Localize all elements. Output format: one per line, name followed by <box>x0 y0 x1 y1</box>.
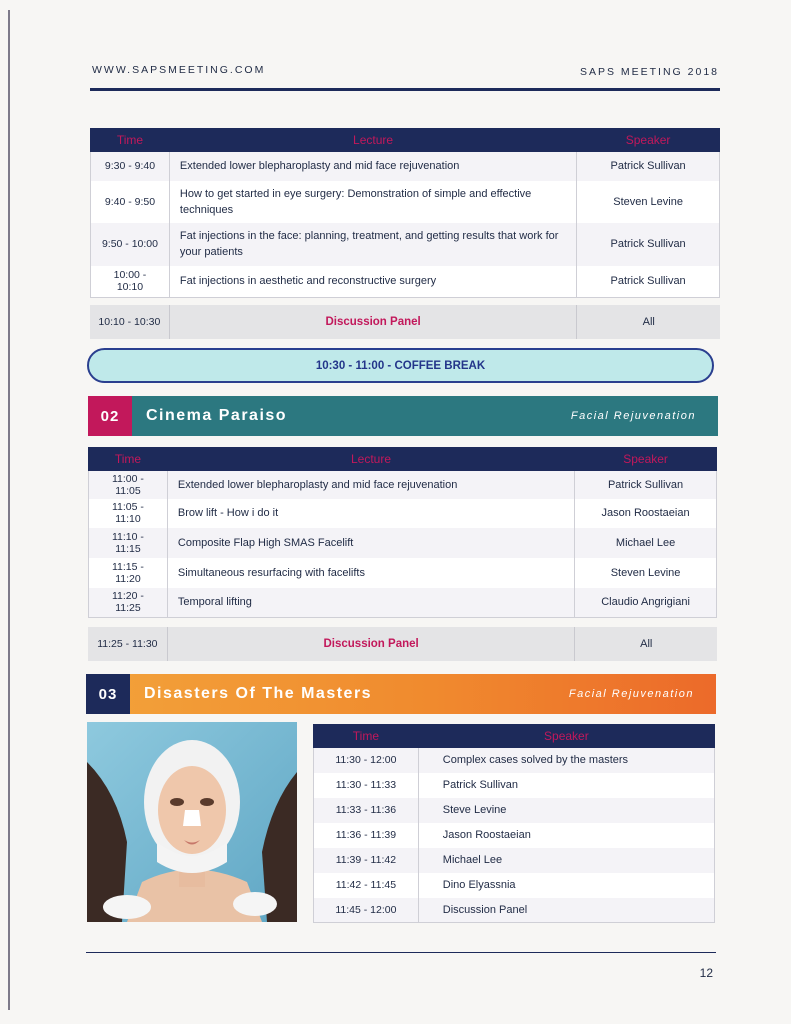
schedule-table-3 <box>313 724 715 923</box>
row-time: 11:36 - 11:39 <box>314 823 419 848</box>
discussion-speaker: All <box>640 638 653 650</box>
section-tag: Facial Rejuvenation <box>570 410 696 422</box>
table-row <box>314 823 715 848</box>
table-header-row <box>91 129 720 152</box>
row-speaker: Discussion Panel <box>418 898 714 923</box>
discussion-panel-row-2 <box>88 627 717 661</box>
row-time: 10:00 - 10:10 <box>91 266 170 298</box>
row-lecture: Simultaneous resurfacing with facelifts <box>167 558 574 588</box>
row-speaker: Jason Roostaeian <box>418 823 714 848</box>
row-time: 11:00 - 11:05 <box>89 471 168 499</box>
row-speaker: Steve Levine <box>418 798 714 823</box>
photo-illustration <box>87 722 297 922</box>
table-row <box>314 873 715 898</box>
table-row <box>91 152 720 181</box>
row-time: 11:33 - 11:36 <box>314 798 419 823</box>
row-speaker: Patrick Sullivan <box>577 266 720 298</box>
coffee-break-banner: 10:30 - 11:00 - COFFEE BREAK <box>87 348 714 383</box>
row-time: 11:30 - 11:33 <box>314 773 419 798</box>
header-lecture: Lecture <box>167 448 574 471</box>
header-time: Time <box>314 725 419 748</box>
row-speaker: Patrick Sullivan <box>577 152 720 181</box>
row-time: 11:20 - 11:25 <box>89 588 168 618</box>
row-lecture: How to get started in eye surgery: Demonstration of simple and effective techniques <box>169 181 576 223</box>
discussion-panel-row-1 <box>90 305 720 339</box>
row-speaker: Claudio Angrigiani <box>575 588 717 618</box>
row-time: 9:50 - 10:00 <box>91 223 170 266</box>
row-lecture: Extended lower blepharoplasty and mid face rejuvenation <box>169 152 576 181</box>
section-03-header <box>86 674 716 714</box>
section-title: Cinema Paraiso <box>146 407 288 424</box>
footer-divider <box>86 952 716 953</box>
table-row <box>314 798 715 823</box>
row-lecture: Extended lower blepharoplasty and mid face rejuvenation <box>167 471 574 499</box>
header-lecture: Lecture <box>169 129 576 152</box>
meeting-title: SAPS MEETING 2018 <box>579 66 719 78</box>
table-row <box>314 748 715 773</box>
table-header-row <box>89 448 717 471</box>
row-time: 11:45 - 12:00 <box>314 898 419 923</box>
row-time: 11:15 - 11:20 <box>89 558 168 588</box>
row-speaker: Steven Levine <box>577 181 720 223</box>
header-time: Time <box>91 129 170 152</box>
header-divider <box>90 88 720 91</box>
row-time: 11:10 - 11:15 <box>89 528 168 558</box>
table-row <box>314 848 715 873</box>
row-speaker: Michael Lee <box>418 848 714 873</box>
table-row <box>89 588 717 618</box>
row-lecture: Fat injections in aesthetic and reconstructive surgery <box>169 266 576 298</box>
table-row <box>314 773 715 798</box>
discussion-time: 10:10 - 10:30 <box>90 305 170 339</box>
row-time: 11:39 - 11:42 <box>314 848 419 873</box>
row-speaker: Michael Lee <box>575 528 717 558</box>
table-row <box>89 471 717 499</box>
row-time: 11:42 - 11:45 <box>314 873 419 898</box>
table-row <box>91 223 720 266</box>
table-row <box>91 181 720 223</box>
row-lecture: Temporal lifting <box>167 588 574 618</box>
section-number: 03 <box>86 674 130 714</box>
row-speaker: Jason Roostaeian <box>575 499 717 528</box>
row-lecture: Composite Flap High SMAS Facelift <box>167 528 574 558</box>
row-speaker: Complex cases solved by the masters <box>418 748 714 773</box>
table-row <box>89 499 717 528</box>
schedule-table-1 <box>90 128 720 298</box>
site-url: WWW.SAPSMEETING.COM <box>92 64 266 76</box>
header-speaker: Speaker <box>418 725 714 748</box>
table-row <box>89 558 717 588</box>
table-header-row <box>314 725 715 748</box>
row-speaker: Patrick Sullivan <box>575 471 717 499</box>
section-title: Disasters Of The Masters <box>144 685 373 702</box>
row-time: 9:40 - 9:50 <box>91 181 170 223</box>
schedule-table-2 <box>88 447 717 618</box>
row-speaker: Dino Elyassnia <box>418 873 714 898</box>
page-number: 12 <box>699 966 713 980</box>
header-time: Time <box>89 448 168 471</box>
row-speaker: Patrick Sullivan <box>418 773 714 798</box>
table-row <box>314 898 715 923</box>
section-number: 02 <box>88 396 132 436</box>
header-speaker: Speaker <box>575 448 717 471</box>
discussion-time: 11:25 - 11:30 <box>88 627 168 661</box>
row-time: 9:30 - 9:40 <box>91 152 170 181</box>
section-02-header <box>88 396 718 436</box>
table-row <box>89 528 717 558</box>
row-time: 11:05 - 11:10 <box>89 499 168 528</box>
discussion-label: Discussion Panel <box>168 627 576 661</box>
row-lecture: Brow lift - How i do it <box>167 499 574 528</box>
bandaged-face-photo <box>87 722 297 922</box>
discussion-speaker: All <box>642 316 655 328</box>
discussion-label: Discussion Panel <box>170 305 578 339</box>
row-lecture: Fat injections in the face: planning, treatment, and getting results that work for your patients <box>169 223 576 266</box>
table-row <box>91 266 720 298</box>
section-tag: Facial Rejuvenation <box>568 688 694 700</box>
row-time: 11:30 - 12:00 <box>314 748 419 773</box>
row-speaker: Patrick Sullivan <box>577 223 720 266</box>
row-speaker: Steven Levine <box>575 558 717 588</box>
left-margin-rule <box>8 10 10 1010</box>
header-speaker: Speaker <box>577 129 720 152</box>
